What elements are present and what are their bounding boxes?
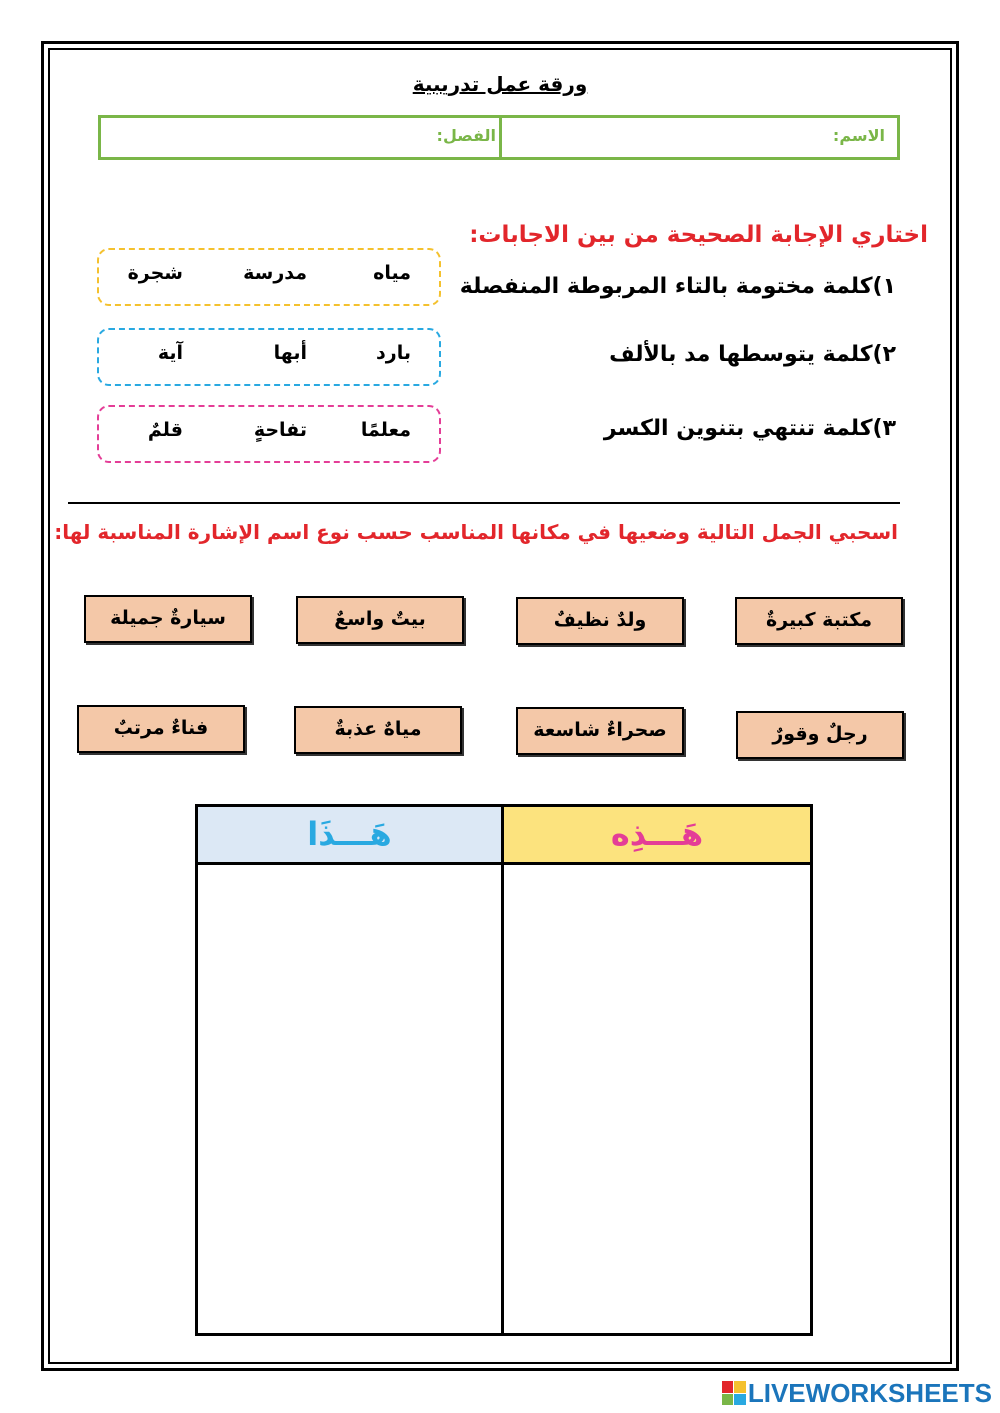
option-1-2[interactable]: مدرسة: [243, 262, 307, 284]
drag-card[interactable]: فناءٌ مرتبٌ: [77, 705, 245, 753]
question-3: ٣)كلمة تنتهي بتنوين الكسر: [603, 416, 896, 441]
class-label: الفصل:: [436, 126, 496, 145]
option-2-3[interactable]: آية: [157, 342, 183, 364]
section-divider: [68, 502, 900, 504]
name-label: الاسم:: [832, 126, 885, 145]
column-hatha-header: هَـــذَا: [198, 807, 501, 865]
question-2: ٢)كلمة يتوسطها مد بالألف: [609, 342, 896, 367]
liveworksheets-logo-icon: [722, 1381, 746, 1405]
column-hathihi[interactable]: [504, 807, 810, 1333]
info-divider: [499, 118, 502, 157]
section1-instruction: اختاري الإجابة الصحيحة من بين الاجابات:: [469, 222, 928, 248]
student-info-box: [98, 115, 900, 160]
drag-card[interactable]: ولدٌ نظيفٌ: [516, 597, 684, 645]
options-box-3: [97, 405, 441, 463]
option-3-3[interactable]: قلمٌ: [147, 419, 183, 441]
watermark: [722, 1378, 992, 1408]
drag-card[interactable]: صحراءٌ شاسعة: [516, 707, 684, 755]
section2-instruction: اسحبي الجمل التالية وضعيها في مكانها المناسب حسب نوع اسم الإشارة المناسبة لها:: [54, 520, 898, 544]
options-box-1: [97, 248, 441, 306]
drag-card[interactable]: سيارةٌ جميلة: [84, 595, 252, 643]
worksheet-title: ورقة عمل تدريبية: [412, 72, 588, 96]
column-hatha[interactable]: [198, 807, 504, 1333]
option-2-2[interactable]: أبها: [273, 342, 307, 364]
column-hathihi-header: هَـــذِه: [504, 807, 810, 865]
sorting-table: [195, 804, 813, 1336]
option-3-1[interactable]: معلمًا: [360, 419, 411, 441]
drag-card[interactable]: بيتٌ واسعٌ: [296, 596, 464, 644]
options-box-2: [97, 328, 441, 386]
drag-card[interactable]: مياهٌ عذبةٌ: [294, 706, 462, 754]
drag-card[interactable]: مكتبة كبيرةٌ: [735, 597, 903, 645]
drag-card[interactable]: رجلٌ وقورٌ: [736, 711, 904, 759]
option-1-1[interactable]: مياه: [373, 262, 411, 284]
watermark-text: LIVEWORKSHEETS: [747, 1377, 992, 1408]
option-2-1[interactable]: بارد: [376, 342, 411, 364]
option-3-2[interactable]: تفاحةٍ: [253, 419, 307, 441]
question-1: ١)كلمة مختومة بالتاء المربوطة المنفصلة: [459, 274, 896, 299]
option-1-3[interactable]: شجرة: [127, 262, 183, 284]
